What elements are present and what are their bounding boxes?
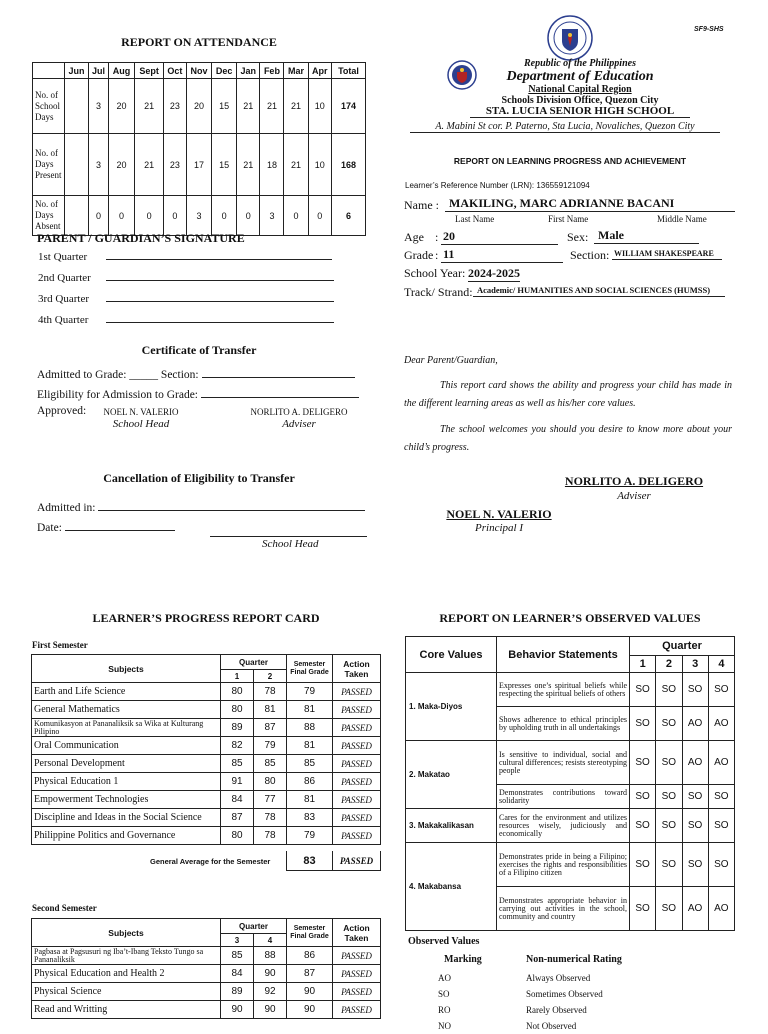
col-quarter: Quarter — [221, 919, 287, 934]
quarter-grade: 87 — [254, 719, 287, 737]
quarter-grade: 90 — [221, 1001, 254, 1019]
attendance-cell: 23 — [164, 79, 187, 134]
signature-row — [38, 268, 334, 289]
subject-row — [32, 773, 381, 791]
cancellation-signature-line[interactable] — [210, 536, 367, 537]
month-header: Oct — [164, 63, 187, 79]
attendance-cell — [65, 196, 89, 236]
attendance-cell: 20 — [186, 79, 211, 134]
legend-desc: Always Observed — [526, 973, 591, 983]
quarter-grade: 78 — [254, 809, 287, 827]
cancellation-date-row — [37, 522, 175, 534]
observed-values-title: Observed Values — [408, 936, 480, 947]
letter-principal-role: Principal I — [475, 522, 523, 534]
letter-paragraph-1: This report card shows the ability and progress your child has made in the different learning areas as well as his/her core values. — [404, 380, 732, 409]
value-rating: AO — [682, 741, 708, 785]
month-header: Apr — [308, 63, 331, 79]
attendance-cell: 17 — [186, 134, 211, 196]
values-row — [406, 673, 735, 707]
lrn-value: 136559121094 — [536, 181, 590, 190]
quarter-grade: 82 — [221, 737, 254, 755]
sex-label: Sex: — [567, 230, 589, 244]
name-label: Name : — [404, 198, 439, 212]
cancellation-role: School Head — [262, 538, 319, 550]
subject-name: Philippine Politics and Governance — [32, 827, 221, 845]
attendance-cell: 0 — [237, 196, 260, 236]
col-vq2: 2 — [656, 656, 682, 673]
attendance-cell: 168 — [332, 134, 366, 196]
attendance-cell: 6 — [332, 196, 366, 236]
attendance-row-label: No. of Days Absent — [33, 196, 65, 236]
cancellation-date-label: Date: — [37, 522, 62, 534]
quarter-grade: 78 — [254, 683, 287, 701]
value-rating: AO — [708, 707, 734, 741]
grade-label: Grade — [404, 248, 434, 262]
transfer-eligibility-label: Eligibility for Admission to Grade: — [37, 389, 198, 401]
attendance-row-label: No. of Days Present — [33, 134, 65, 196]
attendance-cell: 174 — [332, 79, 366, 134]
attendance-cell: 21 — [135, 79, 164, 134]
subject-row — [32, 737, 381, 755]
attendance-cell: 20 — [108, 134, 134, 196]
action-taken: PASSED — [333, 719, 381, 737]
cancellation-title: Cancellation of Eligibility to Transfer — [103, 471, 295, 485]
action-taken: PASSED — [333, 1001, 381, 1019]
value-rating: SO — [708, 673, 734, 707]
value-rating: SO — [656, 809, 682, 843]
signature-line[interactable] — [106, 301, 334, 302]
final-grade: 87 — [287, 965, 333, 983]
second-semester-table — [31, 918, 381, 1019]
signature-line[interactable] — [106, 280, 334, 281]
transfer-head-role: School Head — [112, 418, 170, 430]
lrn-row — [405, 181, 590, 190]
cancellation-admitted-label: Admitted in: — [37, 502, 96, 514]
value-rating: SO — [630, 673, 656, 707]
cancellation-admitted-line[interactable] — [98, 510, 365, 511]
attendance-cell — [65, 79, 89, 134]
action-taken: PASSED — [333, 809, 381, 827]
core-value: 4. Makabansa — [406, 843, 497, 931]
col-values-quarter: Quarter — [630, 637, 735, 656]
col-final: Semester Final Grade — [287, 919, 333, 947]
attendance-cell: 0 — [284, 196, 308, 236]
legend-row — [420, 1018, 720, 1034]
values-row — [406, 809, 735, 843]
subject-row — [32, 965, 381, 983]
quarter-grade: 88 — [254, 947, 287, 965]
learner-name: MAKILING, MARC ADRIANNE BACANI — [445, 196, 735, 212]
col-q3: 3 — [221, 934, 254, 947]
action-taken: PASSED — [333, 755, 381, 773]
section-label: Section: — [570, 248, 610, 262]
legend-desc: Not Observed — [526, 1021, 577, 1031]
transfer-adviser-name: NORLITO A. DELIGERO — [250, 407, 348, 417]
action-taken: PASSED — [333, 965, 381, 983]
attendance-cell: 21 — [284, 79, 308, 134]
values-row — [406, 843, 735, 887]
value-rating: AO — [682, 887, 708, 931]
signature-block — [38, 247, 334, 331]
quarter-grade: 79 — [254, 737, 287, 755]
attendance-cell: 0 — [308, 196, 331, 236]
quarter-grade: 92 — [254, 983, 287, 1001]
quarter-label: 3rd Quarter — [38, 293, 90, 305]
transfer-eligibility-line[interactable] — [201, 397, 359, 398]
signature-row — [38, 247, 334, 268]
region-text: National Capital Region — [528, 84, 632, 95]
value-rating: SO — [682, 809, 708, 843]
attendance-cell: 3 — [89, 134, 109, 196]
school-year-label: School Year: — [404, 266, 466, 280]
signature-title: PARENT / GUARDIAN’S SIGNATURE — [37, 231, 245, 245]
attendance-table — [32, 62, 366, 236]
legend-mark: AO — [438, 973, 451, 983]
signature-row — [38, 310, 334, 331]
month-header: Aug — [108, 63, 134, 79]
month-header: Dec — [212, 63, 237, 79]
action-taken: PASSED — [333, 983, 381, 1001]
quarter-grade: 85 — [221, 755, 254, 773]
quarter-grade: 77 — [254, 791, 287, 809]
value-rating: SO — [708, 809, 734, 843]
legend-row — [420, 970, 720, 986]
letter-paragraph-2: The school welcomes you should you desire to know more about your child’s progress. — [404, 424, 732, 453]
values-row — [406, 741, 735, 785]
letter-greeting: Dear Parent/Guardian, — [404, 355, 498, 366]
cancellation-date-line[interactable] — [65, 530, 175, 531]
final-grade: 86 — [287, 947, 333, 965]
legend-row — [420, 986, 720, 1002]
attendance-cell: 0 — [164, 196, 187, 236]
transfer-admitted-label: Admitted to Grade: _____ Section: — [37, 369, 199, 381]
subject-name: Physical Science — [32, 983, 221, 1001]
subject-name: Physical Education and Health 2 — [32, 965, 221, 983]
final-grade: 81 — [287, 701, 333, 719]
last-name-label: Last Name — [455, 214, 495, 224]
final-grade: 79 — [287, 827, 333, 845]
subject-name: Read and Writting — [32, 1001, 221, 1019]
month-header: Jun — [65, 63, 89, 79]
letter-principal-name: NOEL N. VALERIO — [446, 507, 552, 521]
legend-desc: Sometimes Observed — [526, 989, 603, 999]
first-semester-label: First Semester — [32, 640, 88, 650]
rating-legend — [420, 970, 720, 1034]
quarter-grade: 84 — [221, 965, 254, 983]
month-header: Mar — [284, 63, 308, 79]
transfer-admitted-row — [37, 369, 355, 381]
attendance-cell: 21 — [284, 134, 308, 196]
transfer-eligibility-row — [37, 389, 359, 401]
subject-row — [32, 827, 381, 845]
behavior-statement: Is sensitive to individual, social and cultural differences; resists stereotyping people — [497, 741, 630, 785]
subject-row — [32, 701, 381, 719]
signature-line[interactable] — [106, 322, 334, 323]
quarter-grade: 81 — [254, 701, 287, 719]
quarter-grade: 89 — [221, 983, 254, 1001]
track-label: Track/ Strand: — [404, 285, 473, 299]
value-rating: SO — [656, 887, 682, 931]
quarter-grade: 90 — [254, 1001, 287, 1019]
age-colon: : — [435, 230, 439, 244]
division-text: Schools Division Office, Quezon City — [501, 95, 659, 106]
col-final: Semester Final Grade — [287, 655, 333, 683]
age-value: 20 — [441, 229, 558, 245]
middle-name-label: Middle Name — [657, 214, 707, 224]
attendance-row — [33, 196, 366, 236]
value-rating: SO — [630, 809, 656, 843]
school-year-value: 2024-2025 — [468, 266, 520, 280]
school-address: A. Mabini St cor. P. Paterno, Sta Lucia, Novaliches, Quezon City — [410, 121, 720, 133]
final-grade: 88 — [287, 719, 333, 737]
value-rating: AO — [682, 707, 708, 741]
cancellation-admitted-row — [37, 502, 365, 514]
subject-row — [32, 755, 381, 773]
value-rating: SO — [656, 843, 682, 887]
school-name: STA. LUCIA SENIOR HIGH SCHOOL — [470, 105, 690, 118]
col-q2: 2 — [254, 670, 287, 683]
final-grade: 81 — [287, 737, 333, 755]
legend-mark: SO — [438, 989, 450, 999]
month-header: Jan — [237, 63, 260, 79]
legend-mark: NO — [438, 1021, 451, 1031]
quarter-grade: 80 — [221, 827, 254, 845]
month-header: Sept — [135, 63, 164, 79]
value-rating: SO — [630, 707, 656, 741]
quarter-grade: 80 — [221, 701, 254, 719]
attendance-cell — [65, 134, 89, 196]
value-rating: SO — [682, 785, 708, 809]
behavior-statement: Cares for the environment and utilizes resources wisely, judiciously and economically — [497, 809, 630, 843]
value-rating: SO — [656, 741, 682, 785]
final-grade: 85 — [287, 755, 333, 773]
value-rating: SO — [630, 741, 656, 785]
letter-adviser-role: Adviser — [617, 490, 651, 502]
subject-name: Personal Development — [32, 755, 221, 773]
col-vq3: 3 — [682, 656, 708, 673]
quarter-label: 1st Quarter — [38, 251, 88, 263]
attendance-cell: 21 — [237, 79, 260, 134]
transfer-section-line[interactable] — [202, 377, 355, 378]
signature-line[interactable] — [106, 259, 332, 260]
values-title: REPORT ON LEARNER’S OBSERVED VALUES — [439, 611, 701, 625]
value-rating: SO — [682, 843, 708, 887]
value-rating: AO — [708, 741, 734, 785]
attendance-cell: 0 — [89, 196, 109, 236]
first-semester-table — [31, 654, 381, 845]
final-grade: 83 — [287, 809, 333, 827]
section-value: WILLIAM SHAKESPEARE — [612, 247, 722, 260]
month-header: Jul — [89, 63, 109, 79]
grade-colon: : — [435, 248, 439, 262]
sex-value: Male — [594, 228, 699, 244]
subject-row — [32, 683, 381, 701]
action-taken: PASSED — [333, 791, 381, 809]
attendance-title: REPORT ON ATTENDANCE — [121, 35, 277, 49]
report-title: REPORT ON LEARNING PROGRESS AND ACHIEVEMENT — [453, 156, 687, 166]
subject-name: Physical Education 1 — [32, 773, 221, 791]
attendance-row — [33, 134, 366, 196]
subject-name: Pagbasa at Pagsusuri ng Iba’t-Ibang Teksto Tungo sa Pananaliksik — [32, 947, 221, 965]
action-taken: PASSED — [333, 827, 381, 845]
col-q4: 4 — [254, 934, 287, 947]
department-text: Department of Education — [506, 69, 654, 84]
quarter-label: 2nd Quarter — [38, 272, 91, 284]
col-vq1: 1 — [630, 656, 656, 673]
quarter-label: 4th Quarter — [38, 314, 89, 326]
values-table — [405, 636, 735, 931]
col-behavior: Behavior Statements — [497, 637, 630, 673]
progress-title: LEARNER’S PROGRESS REPORT CARD — [92, 611, 320, 625]
value-rating: SO — [708, 785, 734, 809]
deped-seal-icon — [547, 15, 593, 61]
rating-label: Non-numerical Rating — [526, 954, 622, 965]
attendance-cell: 21 — [237, 134, 260, 196]
value-rating: SO — [682, 673, 708, 707]
col-subjects: Subjects — [32, 655, 221, 683]
month-header: Nov — [186, 63, 211, 79]
attendance-cell: 18 — [260, 134, 284, 196]
quarter-grade: 80 — [254, 773, 287, 791]
col-action: Action Taken — [333, 919, 381, 947]
action-taken: PASSED — [333, 773, 381, 791]
second-semester-label: Second Semester — [32, 903, 97, 913]
core-value: 3. Makakalikasan — [406, 809, 497, 843]
subject-name: Empowerment Technologies — [32, 791, 221, 809]
lrn-label: Learner’s Reference Number (LRN): — [405, 181, 535, 190]
first-name-label: First Name — [548, 214, 589, 224]
behavior-statement: Expresses one’s spiritual beliefs while respecting the spiritual beliefs of others — [497, 673, 630, 707]
quarter-grade: 87 — [221, 809, 254, 827]
attendance-cell: 0 — [108, 196, 134, 236]
final-grade: 81 — [287, 791, 333, 809]
subject-row — [32, 809, 381, 827]
marking-label: Marking — [444, 954, 482, 965]
value-rating: SO — [708, 843, 734, 887]
attendance-cell: 10 — [308, 134, 331, 196]
signature-row — [38, 289, 334, 310]
value-rating: SO — [656, 707, 682, 741]
quarter-grade: 84 — [221, 791, 254, 809]
attendance-cell: 3 — [260, 196, 284, 236]
value-rating: SO — [656, 785, 682, 809]
grade-value: 11 — [441, 247, 563, 263]
subject-name: General Mathematics — [32, 701, 221, 719]
subject-row — [32, 947, 381, 965]
republic-text: Republic of the Philippines — [524, 58, 636, 69]
behavior-statement: Shows adherence to ethical principles by upholding truth in all undertakings — [497, 707, 630, 741]
subject-name: Komunikasyon at Pananaliksik sa Wika at Kulturang Pilipino — [32, 719, 221, 737]
action-taken: PASSED — [333, 683, 381, 701]
sem1-average-label: General Average for the Semester — [150, 857, 271, 866]
quarter-grade: 80 — [221, 683, 254, 701]
quarter-grade: 91 — [221, 773, 254, 791]
attendance-header-row — [33, 63, 366, 79]
value-rating: SO — [630, 887, 656, 931]
action-taken: PASSED — [333, 737, 381, 755]
value-rating: SO — [630, 785, 656, 809]
behavior-statement: Demonstrates pride in being a Filipino; exercises the rights and responsibilities of a Filipino citizen — [497, 843, 630, 887]
legend-desc: Rarely Observed — [526, 1005, 587, 1015]
col-quarter: Quarter — [221, 655, 287, 670]
value-rating: SO — [630, 843, 656, 887]
age-label: Age — [404, 230, 424, 244]
quarter-grade: 78 — [254, 827, 287, 845]
attendance-cell: 3 — [89, 79, 109, 134]
attendance-row-label: No. of School Days — [33, 79, 65, 134]
sem1-average-value: 83 — [286, 851, 333, 871]
attendance-cell: 10 — [308, 79, 331, 134]
action-taken: PASSED — [333, 701, 381, 719]
transfer-title: Certificate of Transfer — [141, 343, 257, 357]
behavior-statement: Demonstrates contributions toward solidarity — [497, 785, 630, 809]
final-grade: 90 — [287, 1001, 333, 1019]
value-rating: SO — [656, 673, 682, 707]
subject-name: Oral Communication — [32, 737, 221, 755]
transfer-approved-label: Approved: — [37, 405, 87, 417]
attendance-cell: 21 — [260, 79, 284, 134]
subject-row — [32, 1001, 381, 1019]
attendance-cell: 0 — [212, 196, 237, 236]
month-header: Total — [332, 63, 366, 79]
value-rating: AO — [708, 887, 734, 931]
transfer-adviser-role: Adviser — [282, 418, 316, 430]
action-taken: PASSED — [333, 947, 381, 965]
sem1-average-action: PASSED — [333, 851, 381, 871]
col-vq4: 4 — [708, 656, 734, 673]
attendance-cell: 0 — [135, 196, 164, 236]
attendance-row — [33, 79, 366, 134]
deped-logo-icon — [447, 60, 477, 90]
attendance-cell: 15 — [212, 134, 237, 196]
attendance-cell: 21 — [135, 134, 164, 196]
month-header: Feb — [260, 63, 284, 79]
core-value: 2. Makatao — [406, 741, 497, 809]
quarter-grade: 85 — [221, 947, 254, 965]
col-action: Action Taken — [333, 655, 381, 683]
col-q1: 1 — [221, 670, 254, 683]
subject-row — [32, 719, 381, 737]
quarter-grade: 90 — [254, 965, 287, 983]
subject-name: Earth and Life Science — [32, 683, 221, 701]
col-subjects: Subjects — [32, 919, 221, 947]
subject-name: Discipline and Ideas in the Social Science — [32, 809, 221, 827]
letter-adviser-name: NORLITO A. DELIGERO — [564, 474, 704, 488]
attendance-cell: 23 — [164, 134, 187, 196]
final-grade: 79 — [287, 683, 333, 701]
legend-mark: RO — [438, 1005, 451, 1015]
attendance-cell: 3 — [186, 196, 211, 236]
subject-row — [32, 983, 381, 1001]
col-core-values: Core Values — [406, 637, 497, 673]
form-code: SF9-SHS — [694, 26, 724, 33]
attendance-cell: 20 — [108, 79, 134, 134]
final-grade: 90 — [287, 983, 333, 1001]
final-grade: 86 — [287, 773, 333, 791]
subject-row — [32, 791, 381, 809]
quarter-grade: 85 — [254, 755, 287, 773]
transfer-head-name: NOEL N. VALERIO — [103, 407, 179, 417]
behavior-statement: Demonstrates appropriate behavior in carrying out activities in the school, community and country — [497, 887, 630, 931]
core-value: 1. Maka-Diyos — [406, 673, 497, 741]
attendance-cell: 15 — [212, 79, 237, 134]
legend-row — [420, 1002, 720, 1018]
track-value: Academic/ HUMANITIES AND SOCIAL SCIENCES (HUMSS) — [473, 283, 725, 297]
quarter-grade: 89 — [221, 719, 254, 737]
